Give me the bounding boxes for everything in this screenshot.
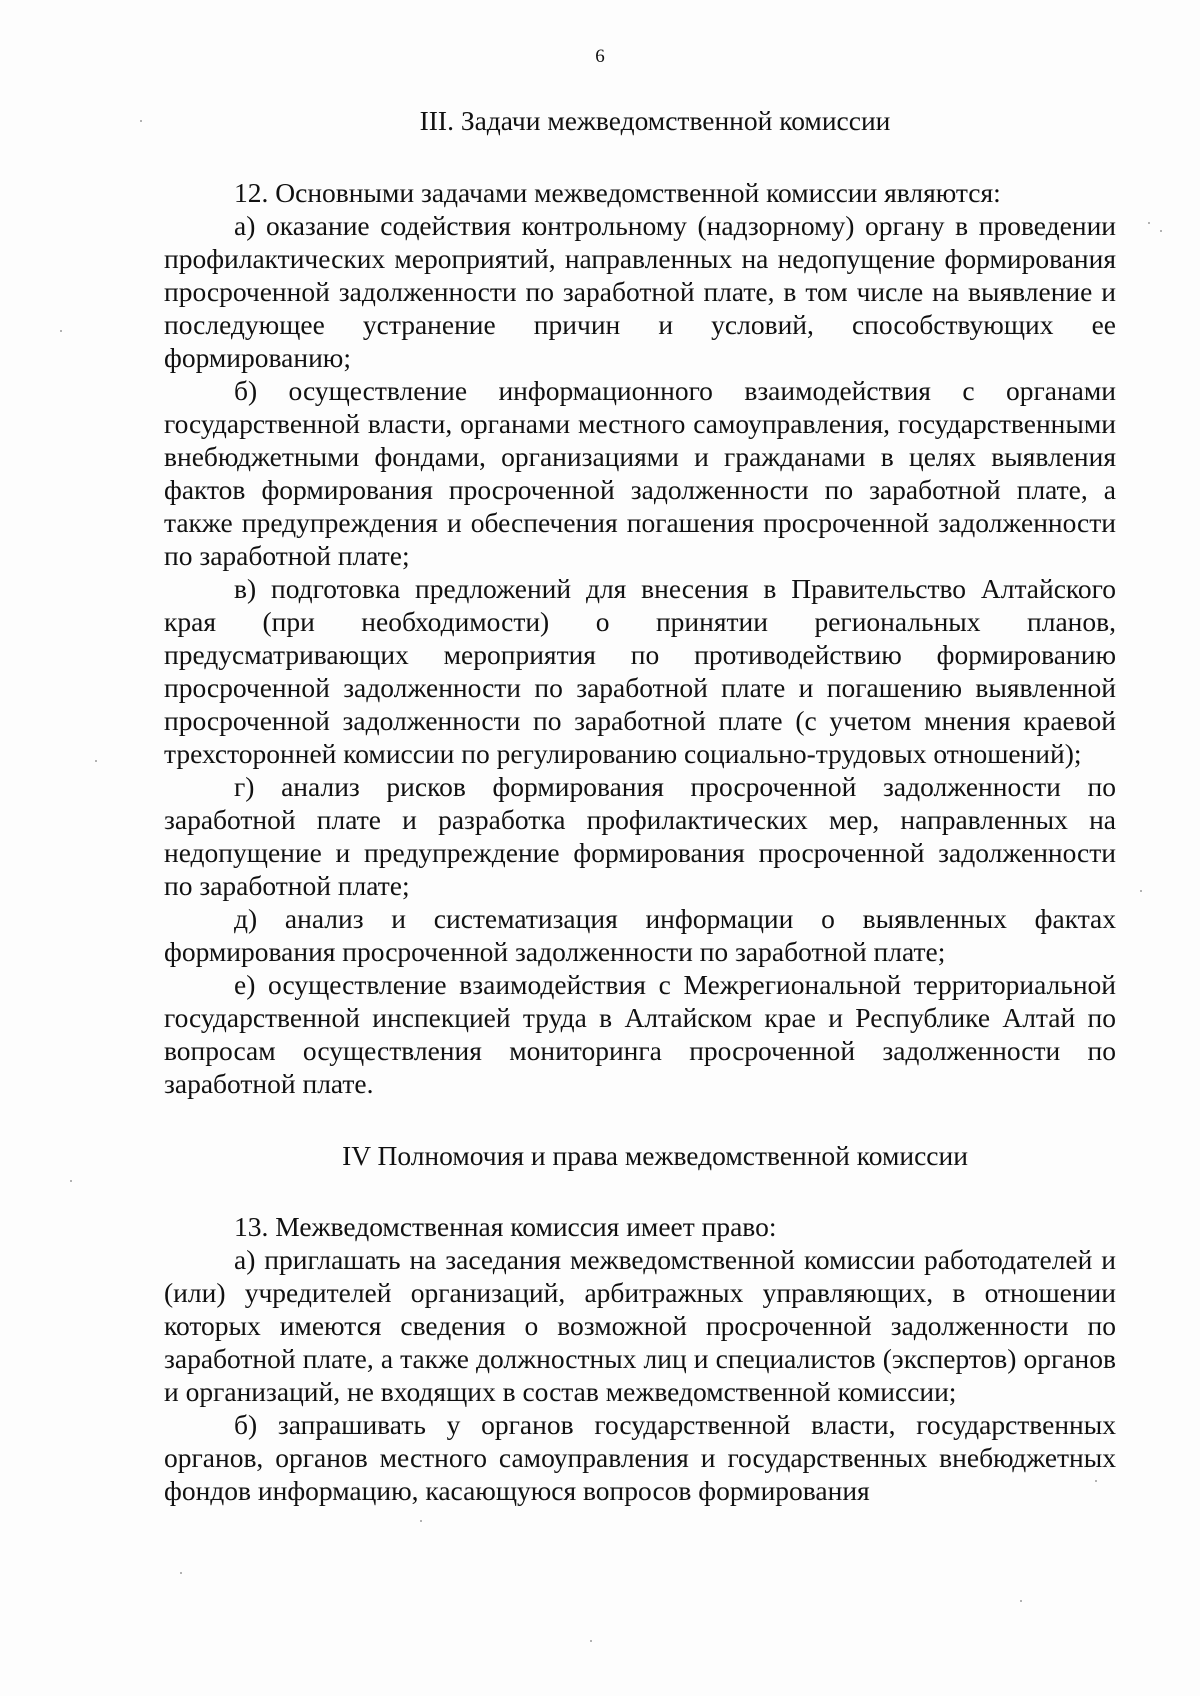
clause-12-d: д) анализ и систематизация информации о выявленных фактах формирования просроченной задолженности по заработной плате; (164, 903, 1116, 967)
clause-12-b: б) осуществление информационного взаимодействия с органами государственной власти, органами местного самоуправления, государственными внебюджетными фондами, организациями и гражданами в целях выявления фактов формирования просроченной задолженности по заработной плате, а также предупреждения и обеспечения погашения просроченной задолженности по заработной плате; (164, 375, 1116, 571)
scan-speck (70, 1180, 72, 1182)
clause-13-intro: 13. Межведомственная комиссия имеет право: (234, 1211, 777, 1242)
clause-12-g: г) анализ рисков формирования просроченной задолженности по заработной плате и разработка профилактических мер, направленных на недопущение и предупреждение формирования просроченной задолженности по заработной плате; (164, 771, 1116, 901)
section-4-body (164, 1210, 1116, 1507)
scan-speck (95, 760, 97, 762)
clause-13-b: б) запрашивать у органов государственной власти, государственных органов, органов местного самоуправления и государственных внебюджетных фондов информацию, касающуюся вопросов формирования (164, 1409, 1116, 1506)
scan-speck (1160, 230, 1162, 232)
clause-12-a: а) оказание содействия контрольному (надзорному) органу в проведении профилактических мероприятий, направленных на недопущение формирования просроченной задолженности по заработной плате, в том числе на выявление и последующее устранение причин и условий, способствующих ее формированию; (164, 210, 1116, 373)
clause-12-e: е) осуществление взаимодействия с Межрегиональной территориальной государственной инспекцией труда в Алтайском крае и Республике Алтай по вопросам осуществления мониторинга просроченной задолженности по заработной плате. (164, 969, 1116, 1099)
section-3-heading: III. Задачи межведомственной комиссии (419, 105, 891, 136)
scan-speck (1140, 890, 1142, 892)
section-3-body (164, 176, 1116, 1100)
scan-speck (1148, 222, 1150, 224)
scan-speck (590, 1640, 592, 1642)
scan-speck (180, 1572, 182, 1574)
scan-speck (140, 120, 142, 122)
document-body (164, 104, 1116, 1507)
scan-speck (60, 330, 62, 332)
scan-speck (1095, 1480, 1097, 1482)
clause-13-a: а) приглашать на заседания межведомственной комиссии работодателей и (или) учредителей организаций, арбитражных управляющих, в отношении которых имеются сведения о возможной просроченной задолженности по заработной плате, а также должностных лиц и специалистов (экспертов) органов и организаций, не входящих в состав межведомственной комиссии; (164, 1244, 1116, 1407)
scan-speck (1020, 1600, 1022, 1602)
clause-12-v: в) подготовка предложений для внесения в Правительство Алтайского края (при необходимости) о принятии региональных планов, предусматривающих мероприятия по противодействию формированию просроченной задолженности по заработной плате и погашению выявленной просроченной задолженности по заработной плате (с учетом мнения краевой трехсторонней комиссии по регулированию социально-трудовых отношений); (164, 573, 1116, 769)
clause-12-intro: 12. Основными задачами межведомственной комиссии являются: (234, 177, 1001, 208)
section-4-heading: IV Полномочия и права межведомственной комиссии (342, 1140, 968, 1171)
scan-speck (420, 1520, 422, 1522)
page-number: 6 (595, 46, 605, 67)
